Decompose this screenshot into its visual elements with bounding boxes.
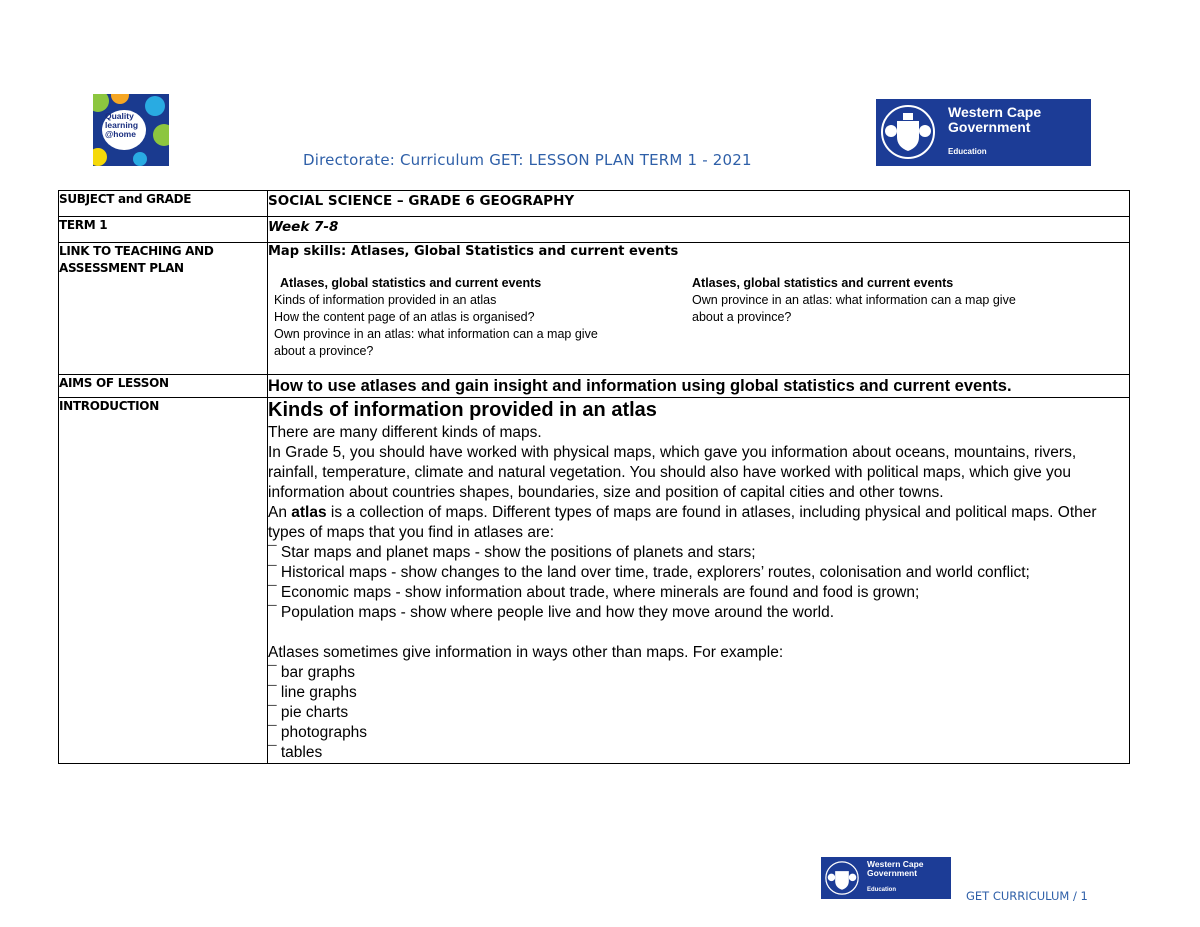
- footer-page-label: GET CURRICULUM / 1: [966, 889, 1088, 903]
- term-value: Week 7-8: [268, 217, 1130, 243]
- column-line: about a province?: [692, 310, 792, 324]
- quality-learning-logo: [93, 94, 169, 166]
- intro-heading: Kinds of information provided in an atlas: [268, 399, 657, 421]
- column-heading: Atlases, global statistics and current events: [280, 276, 542, 290]
- column-heading: Atlases, global statistics and current events: [692, 276, 954, 290]
- list-item: ¯ pie charts: [268, 703, 1129, 723]
- row-label: AIMS OF LESSON: [59, 375, 268, 398]
- aims-value: How to use atlases and gain insight and information using global statistics and current events.: [268, 375, 1130, 398]
- intro-paragraph: Atlases sometimes give information in ways other than maps. For example:: [268, 644, 784, 661]
- subject-value: SOCIAL SCIENCE – GRADE 6 GEOGRAPHY: [268, 191, 1130, 217]
- intro-paragraph: There are many different kinds of maps.: [268, 424, 542, 441]
- link-cell: [268, 243, 1130, 375]
- logo-dot: [133, 152, 147, 166]
- list-item: ¯ tables: [268, 743, 1129, 763]
- table-row: [59, 398, 1130, 764]
- logo-dot: [93, 94, 109, 112]
- crest-icon: [879, 103, 937, 161]
- row-label: SUBJECT and GRADE: [59, 191, 268, 217]
- gov-name: Western Cape Government: [867, 859, 924, 878]
- atlas-term: atlas: [291, 504, 327, 521]
- topic-columns: [268, 275, 1129, 374]
- gov-dept: Education: [948, 147, 987, 156]
- row-label: INTRODUCTION: [59, 398, 268, 764]
- logo-text: Quality learning @home: [105, 111, 139, 139]
- text-run: is a collection of maps. Different types of maps are found in atlases, including physical and political maps. Other types of maps that you find in atlases are:: [268, 504, 1097, 541]
- gov-dept: Education: [867, 887, 897, 893]
- table-row: [59, 375, 1130, 398]
- topic-column-1: [268, 275, 692, 360]
- gov-name: Western Cape Government: [948, 104, 1042, 135]
- list-item: ¯ photographs: [268, 723, 1129, 743]
- text-run: An: [268, 504, 292, 521]
- list-item: ¯ Star maps and planet maps - show the positions of planets and stars;: [268, 543, 1129, 563]
- list-item: ¯ bar graphs: [268, 663, 1129, 683]
- column-line: Own province in an atlas: what information can a map give: [274, 327, 598, 341]
- list-item: ¯ line graphs: [268, 683, 1129, 703]
- logo-dot: [111, 94, 129, 104]
- row-label: LINK TO TEACHING AND ASSESSMENT PLAN: [59, 243, 268, 375]
- intro-paragraph: In Grade 5, you should have worked with physical maps, which gave you information about oceans, mountains, rivers, rainfall, temperature, climate and natural vegetation. You should also have worked with political maps, which give you information about countries shapes, boundaries, size and position of capital cities and other towns.: [268, 444, 1077, 501]
- column-line: How the content page of an atlas is organised?: [274, 310, 535, 324]
- western-cape-government-logo: [876, 99, 1091, 166]
- table-row: [59, 191, 1130, 217]
- spacer: [268, 623, 1129, 643]
- intro-paragraph: [268, 503, 1129, 543]
- lesson-plan-table: [58, 190, 1130, 764]
- crest-icon: [824, 860, 860, 896]
- list-item: ¯ Population maps - show where people live and how they move around the world.: [268, 603, 1129, 623]
- table-row: [59, 217, 1130, 243]
- table-row: [59, 243, 1130, 375]
- column-line: Own province in an atlas: what information can a map give: [692, 293, 1016, 307]
- list-item: ¯ Economic maps - show information about trade, where minerals are found and food is grown;: [268, 583, 1129, 603]
- column-line: Kinds of information provided in an atlas: [274, 293, 497, 307]
- page-title: Directorate: Curriculum GET: LESSON PLAN TERM 1 - 2021: [303, 151, 752, 169]
- logo-dot: [93, 148, 107, 166]
- row-label: TERM 1: [59, 217, 268, 243]
- link-title: Map skills: Atlases, Global Statistics and current events: [268, 244, 679, 259]
- column-line: about a province?: [274, 344, 374, 358]
- intro-cell: [268, 398, 1130, 764]
- footer-western-cape-logo: [821, 857, 951, 899]
- topic-column-2: [692, 275, 1092, 360]
- logo-dot: [153, 124, 169, 146]
- list-item: ¯ Historical maps - show changes to the land over time, trade, explorers’ routes, colonisation and world conflict;: [268, 563, 1129, 583]
